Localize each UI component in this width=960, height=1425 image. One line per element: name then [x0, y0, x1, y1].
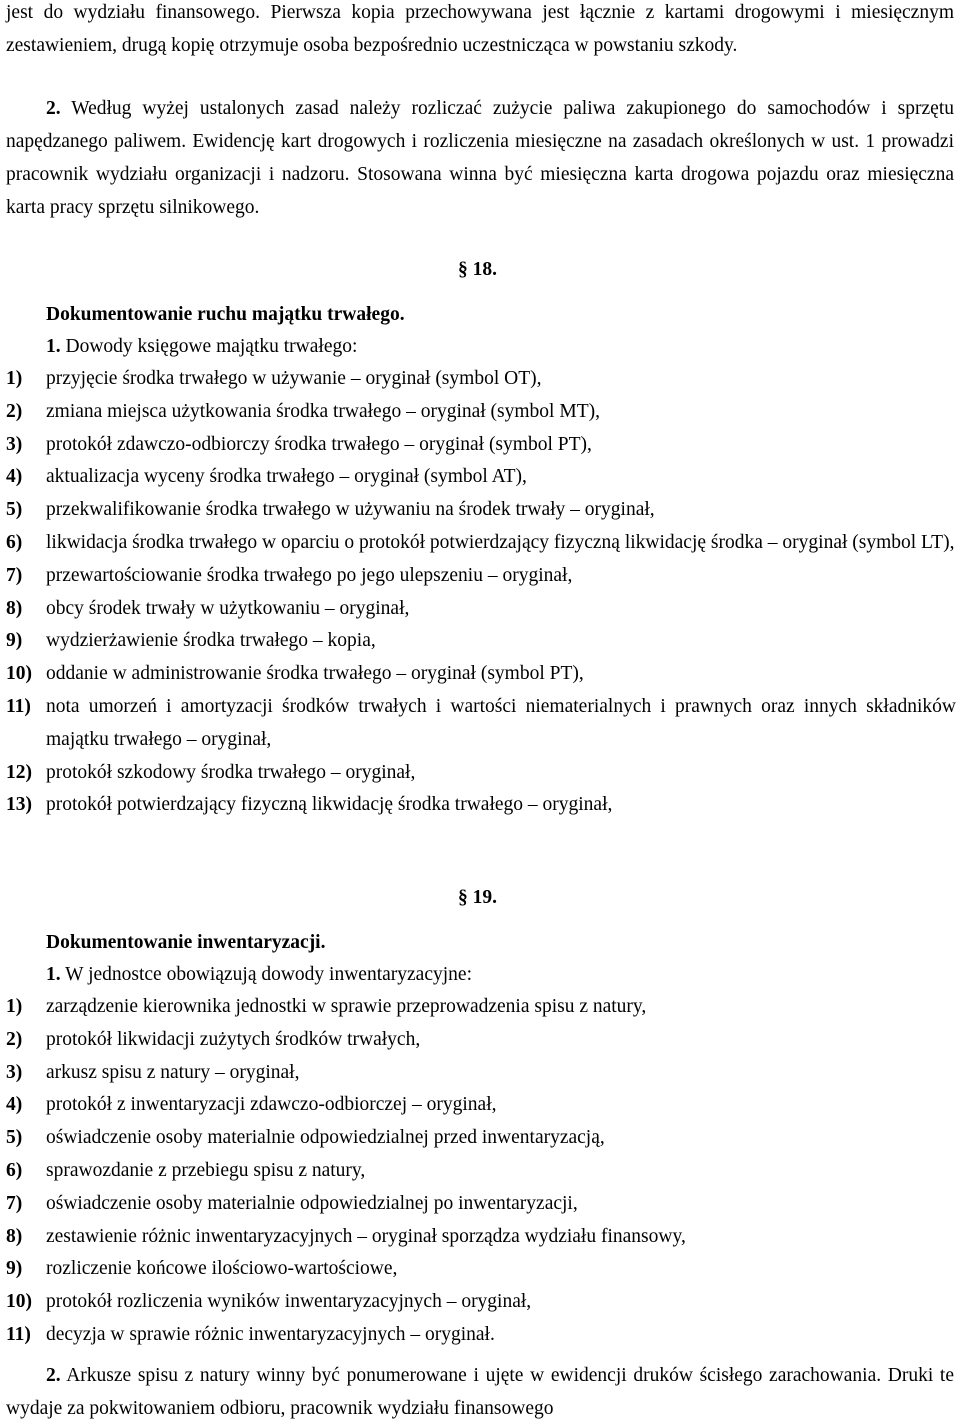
list-item-text: przyjęcie środka trwałego w używanie – oryginał (symbol OT), [46, 368, 542, 389]
list-item-number: 9) [6, 630, 23, 652]
list-item-number: 6) [6, 531, 23, 553]
list-item-number: 12) [6, 761, 32, 783]
list-item-number: 10) [6, 1291, 32, 1313]
list-item-text: zmiana miejsca użytkowania środka trwałego – oryginał (symbol MT), [46, 400, 600, 422]
list-item-number: 7) [6, 564, 23, 586]
list-item [6, 1253, 956, 1286]
list-item-text: protokół szkodowy środka trwałego – oryginał, [46, 761, 416, 783]
list-item [6, 691, 956, 757]
list-item [6, 396, 956, 429]
list-item [6, 1188, 956, 1221]
paragraph-continuation: jest do wydziału finansowego. Pierwsza kopia przechowywana jest łącznie z kartami drogowymi i miesięcznym zestawieniem, drugą kopię otrzymuje osoba bezpośrednio uczestnicząca w powstaniu szkody. [6, 2, 954, 56]
list-item [6, 461, 956, 494]
list-item-text: protokół rozliczenia wyników inwentaryzacyjnych – oryginał, [46, 1291, 532, 1313]
list-item-text: obcy środek trwały w użytkowaniu – oryginał, [46, 597, 410, 619]
list-item-number: 11) [6, 695, 31, 717]
list-item-text: oświadczenie osoby materialnie odpowiedzialnej po inwentaryzacji, [46, 1192, 578, 1214]
section-19-paragraph-2: 2. Arkusze spisu z natury winny być ponumerowane i ujęte w ewidencji druków ścisłego zarachowania. Druki te wydaje za pokwitowaniem odbioru, pracownik wydziału finansowego [6, 1365, 954, 1419]
section-19-intro: 1. W jednostce obowiązują dowody inwentaryzacyjne: [46, 964, 472, 985]
list-item-text: sprawozdanie z przebiegu spisu z natury, [46, 1159, 366, 1181]
section-18-list [6, 363, 956, 822]
section-18-intro: 1. Dowody księgowe majątku trwałego: [46, 336, 358, 357]
list-item-number: 7) [6, 1192, 23, 1214]
list-item-text: decyzja w sprawie różnic inwentaryzacyjnych – oryginał. [46, 1323, 495, 1345]
list-item-number: 3) [6, 433, 23, 455]
list-item [6, 1221, 956, 1254]
list-item-number: 1) [6, 996, 23, 1017]
list-item [6, 593, 956, 626]
list-item-text: oddanie w administrowanie środka trwałego – oryginał (symbol PT), [46, 663, 584, 685]
list-item [6, 1089, 956, 1122]
list-item-number: 4) [6, 1094, 23, 1116]
list-item-text: protokół potwierdzający fizyczną likwidację środka trwałego – oryginał, [46, 794, 613, 816]
list-item-text: zarządzenie kierownika jednostki w sprawie przeprowadzenia spisu z natury, [46, 996, 647, 1017]
list-item-number: 8) [6, 1225, 23, 1247]
list-item-text: rozliczenie końcowe ilościowo-wartościowe, [46, 1258, 398, 1280]
list-item-number: 2) [6, 1028, 23, 1050]
list-item [6, 527, 956, 560]
list-item [6, 1319, 956, 1352]
list-item [6, 429, 956, 462]
list-item-number: 3) [6, 1061, 23, 1083]
list-item-text: zestawienie różnic inwentaryzacyjnych – oryginał sporządza wydziału finansowy, [46, 1225, 686, 1247]
list-item-text: protokół z inwentaryzacji zdawczo-odbiorczej – oryginał, [46, 1094, 497, 1116]
section-18-title: Dokumentowanie ruchu majątku trwałego. [46, 304, 405, 325]
paragraph-2: 2. Według wyżej ustalonych zasad należy rozliczać zużycie paliwa zakupionego do samochodów i sprzętu napędzanego paliwem. Ewidencję kart drogowych i rozliczenia miesięczne na zasadach określonych w ust. 1 prowadzi pracownik wydziału organizacji i nadzoru. Stosowana winna być miesięczna karta drogowa pojazdu oraz miesięczna karta pracy sprzętu silnikowego. [6, 98, 954, 218]
list-item-text: przekwalifikowanie środka trwałego w używaniu na środek trwały – oryginał, [46, 499, 655, 521]
list-item-text: wydzierżawienie środka trwałego – kopia, [46, 630, 376, 652]
list-item-text: aktualizacja wyceny środka trwałego – oryginał (symbol AT), [46, 466, 527, 488]
list-item [6, 363, 956, 396]
list-item-number: 5) [6, 499, 23, 521]
list-item [6, 560, 956, 593]
list-item-text: protokół zdawczo-odbiorczy środka trwałego – oryginał (symbol PT), [46, 433, 592, 455]
list-item-text: protokół likwidacji zużytych środków trwałych, [46, 1028, 421, 1050]
list-item-number: 13) [6, 794, 32, 816]
list-item-number: 8) [6, 597, 23, 619]
list-item-text: nota umorzeń i amortyzacji środków trwałych i wartości niematerialnych i prawnych oraz innych składników majątku trwałego – oryginał, [46, 695, 956, 750]
list-item [6, 625, 956, 658]
list-item [6, 494, 956, 527]
list-item [6, 789, 956, 822]
list-item [6, 1024, 956, 1057]
list-item-number: 6) [6, 1159, 23, 1181]
section-19-heading: § 19. [458, 887, 497, 908]
list-item [6, 658, 956, 691]
list-item-number: 9) [6, 1258, 23, 1280]
section-18-heading: § 18. [458, 259, 497, 280]
list-item-number: 5) [6, 1127, 23, 1149]
list-item [6, 1155, 956, 1188]
list-item-number: 1) [6, 368, 23, 389]
list-item-text: arkusz spisu z natury – oryginał, [46, 1061, 300, 1083]
list-item-number: 11) [6, 1323, 31, 1345]
list-item [6, 991, 956, 1024]
list-item [6, 1122, 956, 1155]
list-item-text: likwidacja środka trwałego w oparciu o protokół potwierdzający fizyczną likwidację środka – oryginał (symbol LT), [46, 531, 955, 553]
list-item-number: 4) [6, 466, 23, 488]
paragraph-number: 2. [46, 98, 61, 119]
list-item-text: oświadczenie osoby materialnie odpowiedzialnej przed inwentaryzacją, [46, 1127, 605, 1149]
list-item-number: 2) [6, 400, 23, 422]
section-19-title: Dokumentowanie inwentaryzacji. [46, 932, 326, 953]
list-item [6, 757, 956, 790]
list-item [6, 1057, 956, 1090]
list-item-text: przewartościowanie środka trwałego po jego ulepszeniu – oryginał, [46, 564, 573, 586]
list-item [6, 1286, 956, 1319]
list-item-number: 10) [6, 663, 32, 685]
section-19-list [6, 991, 956, 1352]
